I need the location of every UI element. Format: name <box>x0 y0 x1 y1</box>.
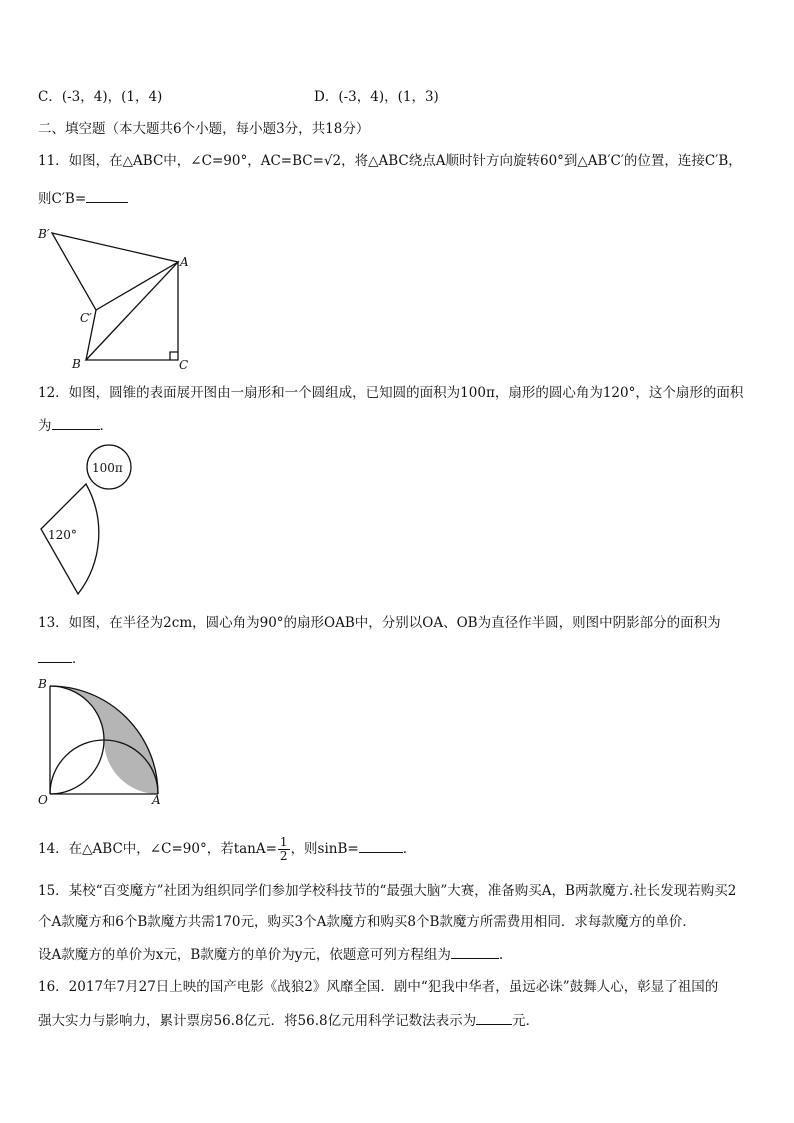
label-a: A <box>180 255 189 269</box>
option-c: C．(-3，4)，(1，4) <box>38 89 163 105</box>
question-13-line2 <box>38 648 86 668</box>
q11-line2: 则C′B= <box>38 191 87 207</box>
q14-numerator: 1 <box>279 835 288 849</box>
q15-line3-b: . <box>498 947 504 963</box>
label-c-prime: C′ <box>80 311 92 325</box>
label-a: A <box>152 793 161 807</box>
q12-answer-blank <box>52 415 100 430</box>
q11-text-a: 11．如图，在△ABC中，∠C=90°，AC=BC= <box>38 153 324 169</box>
label-b-prime: B′ <box>38 227 50 241</box>
q14-text-b: ，则sinB= <box>290 841 359 857</box>
q16-answer-blank <box>476 1010 512 1025</box>
triangle-abc <box>86 262 178 360</box>
question-16-line1: 16．2017年7月27日上映的国产电影《战狼2》风靡全国．剧中“犯我中华者，虽远必诛”鼓舞人心，彰显了祖国的 <box>38 979 719 995</box>
q12-line2-b: ． <box>99 418 113 434</box>
right-angle-mark <box>170 352 178 360</box>
circle-area-label: 100π <box>92 461 123 475</box>
question-15-line2: 个A款魔方和6个B款魔方共需170元，购买3个A款魔方和购买8个B款魔方所需费用相同．求每款魔方的单价． <box>38 914 696 930</box>
question-12-line2 <box>38 415 113 435</box>
q12-line2-a: 为 <box>38 418 52 434</box>
q16-line2-b: 元． <box>512 1013 540 1029</box>
q13-figure <box>36 676 176 806</box>
option-d: D．(-3，4)，(1，3) <box>314 89 439 105</box>
q13-line2: ． <box>72 651 86 667</box>
question-13-line1: 13．如图，在半径为2cm，圆心角为90°的扇形OAB中，分别以OA、OB为直径作半圆，则图中阴影部分的面积为 <box>38 615 721 631</box>
question-14 <box>38 836 416 863</box>
q11-answer-blank <box>86 188 128 203</box>
q16-line2-a: 强大实力与影响力，累计票房56.8亿元．将56.8亿元用科学记数法表示为 <box>38 1013 477 1029</box>
q15-answer-blank <box>451 944 499 959</box>
section-title: 二、填空题（本大题共6个小题，每小题3分，共18分） <box>38 121 370 137</box>
label-o: O <box>38 793 48 807</box>
question-11-line2 <box>38 188 128 208</box>
q14-text-a: 14．在△ABC中，∠C=90°，若tanA= <box>38 841 277 857</box>
question-11-line1 <box>38 152 742 170</box>
q14-answer-blank <box>359 838 403 853</box>
question-15-line1: 15．某校“百变魔方”社团为组织同学们参加学校科技节的“最强大脑”大赛，准备购买A，B两款魔方.社长发现若购买2 <box>38 883 737 899</box>
label-c: C <box>179 358 189 372</box>
label-b: B <box>72 357 81 371</box>
question-16-line2 <box>38 1010 539 1030</box>
q14-text-c: ． <box>402 841 417 857</box>
angle-label: 120° <box>48 528 77 542</box>
q14-denominator: 2 <box>279 849 288 863</box>
q13-answer-blank <box>38 648 72 663</box>
label-b: B <box>38 677 47 691</box>
q11-text-b: ，将△ABC绕点A顺时针方向旋转60°到△AB′C′的位置，连接C′B， <box>341 153 742 169</box>
q12-figure <box>36 444 146 604</box>
q15-line3-a: 设A款魔方的单价为x元，B款魔方的单价为y元，依题意可列方程组为 <box>38 947 451 963</box>
q14-fraction <box>278 836 290 863</box>
triangle-ab-prime-c-prime <box>52 233 178 310</box>
q11-sqrt: √2 <box>323 153 342 169</box>
question-12-line1: 12．如图，圆锥的表面展开图由一扇形和一个圆组成，已知圆的面积为100π，扇形的圆心角为120°，这个扇形的面积 <box>38 385 744 401</box>
question-15-line3 <box>38 944 503 964</box>
q11-figure <box>36 226 196 371</box>
